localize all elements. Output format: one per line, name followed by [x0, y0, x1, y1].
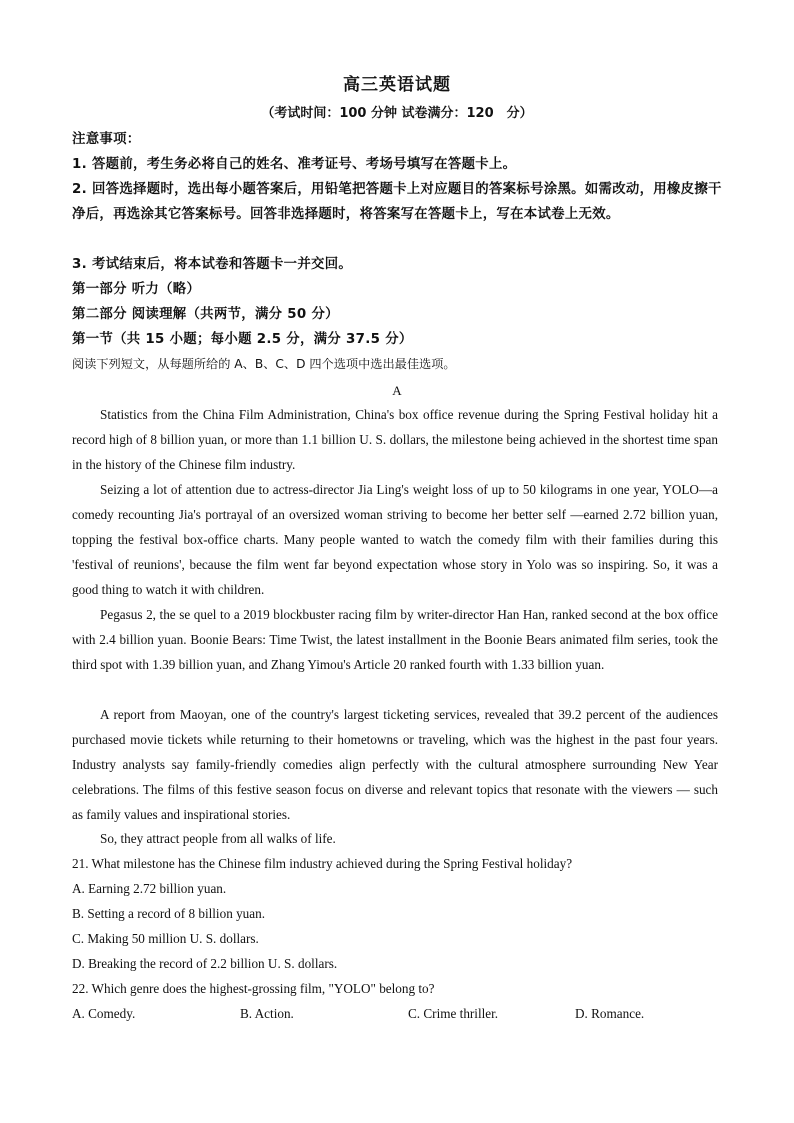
part1-heading: 第一部分 听力（略）	[72, 282, 201, 297]
passage-paragraph-1: Statistics from the China Film Administration, China's box office revenue during the Spring Festival holiday hit a record high of 8 billion yuan, or more than 1.1 billion U. S. dollars, the milestone being achieved in the shortest time span in the history of the Chinese film industry.	[72, 407, 718, 472]
page-title: 高三英语试题	[343, 75, 451, 95]
question-22-stem: 22. Which genre does the highest-grossing film, "YOLO" belong to?	[72, 981, 435, 996]
question-21-option-b: B. Setting a record of 8 billion yuan.	[72, 906, 266, 921]
passage-label: A	[392, 383, 402, 398]
passage-paragraph-5: So, they attract people from all walks of life.	[100, 831, 336, 846]
question-22-option-a: A. Comedy.	[72, 1006, 136, 1021]
passage-paragraph-4: A report from Maoyan, one of the country's largest ticketing services, revealed that 39.2 percent of the audiences purchased movie tickets while returning to their hometowns or traveling, which was the highest in the past four years. Industry analysts say family-friendly comedies align perfectly with the cultural atmosphere surrounding New Year celebrations. The films of this festive season focus on diverse and relevant topics that resonate with the viewers — such as family values and inspirational stories.	[72, 707, 718, 822]
question-22-options	[72, 1001, 722, 1026]
question-21-option-d: D. Breaking the record of 2.2 billion U. S. dollars.	[72, 956, 338, 971]
notes-heading: 注意事项：	[72, 132, 141, 147]
note-item-3: 3. 考试结束后，将本试卷和答题卡一并交回。	[72, 257, 353, 272]
passage-paragraph-3: Pegasus 2, the se quel to a 2019 blockbuster racing film by writer-director Han Han, ranked second at the box office with 2.4 billion yuan. Boonie Bears: Time Twist, the latest installment in the Boonie Bears animated film series, took the third spot with 1.39 billion yuan, and Zhang Yimou's Article 20 ranked fourth with 1.33 billion yuan.	[72, 607, 718, 672]
part2-heading: 第二部分 阅读理解（共两节，满分 50 分）	[72, 307, 339, 322]
question-21-option-a: A. Earning 2.72 billion yuan.	[72, 881, 227, 896]
section1-heading: 第一节（共 15 小题；每小题 2.5 分，满分 37.5 分）	[72, 332, 413, 347]
question-22-option-b: B. Action.	[240, 1006, 294, 1021]
question-22-option-d: D. Romance.	[575, 1006, 645, 1021]
question-22-option-c: C. Crime thriller.	[408, 1006, 499, 1021]
exam-info: （考试时间：100 分钟 试卷满分：120 分）	[261, 106, 533, 121]
note-item-2: 2. 回答选择题时，选出每小题答案后，用铅笔把答题卡上对应题目的答案标号涂黑。如需改动，用橡皮擦干净后，再选涂其它答案标号。回答非选择题时，将答案写在答题卡上，写在本试卷上无效。	[72, 182, 722, 222]
question-21-stem: 21. What milestone has the Chinese film industry achieved during the Spring Festival holiday?	[72, 856, 573, 871]
reading-instruction: 阅读下列短文，从每题所给的 A、B、C、D 四个选项中选出最佳选项。	[72, 357, 456, 371]
question-21-option-c: C. Making 50 million U. S. dollars.	[72, 931, 259, 946]
passage-paragraph-2: Seizing a lot of attention due to actress-director Jia Ling's weight loss of up to 50 kilograms in one year, YOLO—a comedy recounting Jia's portrayal of an oversized woman striving to become her better self —earned 2.72 billion yuan, topping the festival box-office charts. Many people wanted to watch the comedy film with their families during this 'festival of reunions', because the film went far beyond expectation whose story in Yolo was so inspiring. So, it was a good thing to watch it with children.	[72, 482, 718, 597]
note-item-1: 1. 答题前，考生务必将自己的姓名、准考证号、考场号填写在答题卡上。	[72, 157, 517, 172]
